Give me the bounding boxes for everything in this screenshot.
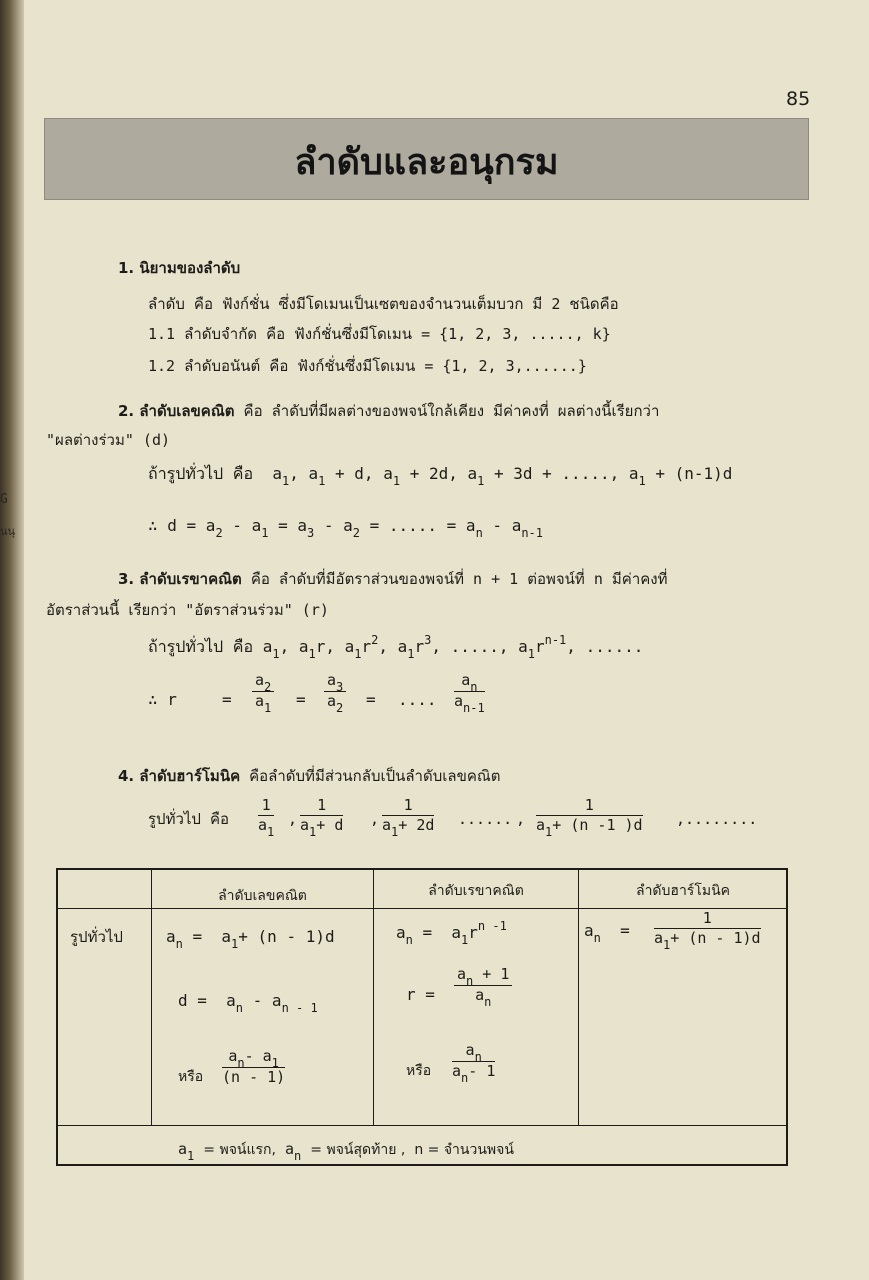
harmonic-dots: ......	[458, 810, 513, 828]
table-rule	[578, 868, 579, 1126]
table-rule	[56, 1125, 788, 1126]
ratio-an-an1: $\frac{a_n}{a_{n-1}}$	[454, 671, 485, 715]
harmonic-term-1: $\frac{1}{a_1}$	[258, 796, 275, 839]
arithmetic-definition: คือ ลำดับที่มีผลต่างของพจน์ใกล้เคียง มีค่าคงที่ ผลต่างนี้เรียกว่า	[243, 402, 660, 420]
arith-diff-fraction: $\frac{a_n- a_1}{(n - 1)}$	[222, 1047, 286, 1086]
book-spine	[0, 0, 24, 1280]
header-arithmetic: ลำดับเลขคณิต	[218, 888, 307, 904]
table-footer: $a_1$ = พจน์แรก, $a_n$ = พจน์สุดท้าย , n = จำนวนพจน์	[178, 1140, 514, 1163]
common-ratio-label: อัตราส่วนนี้ เรียกว่า "อัตราส่วนร่วม" (r)	[46, 601, 329, 619]
harmonic-term-3: $\frac{1}{a_1+ 2d}$	[382, 796, 435, 839]
margin-mark: นนุ	[0, 525, 16, 538]
arith-common-diff: $d = a_n - a_{n - 1}$	[178, 991, 318, 1015]
harmonic-term-n: $\frac{1}{a_1+ (n -1 )d}$	[536, 796, 643, 839]
harmonic-general-label: รูปทั่วไป คือ	[148, 810, 230, 828]
geo-general-term: $a_n = a_1r^{n -1}$	[396, 919, 507, 947]
ratio-a3-a2: $\frac{a_3}{a_2}$	[324, 672, 346, 711]
harmonic-definition: คือลำดับที่มีส่วนกลับเป็นลำดับเลขคณิต	[249, 767, 501, 785]
harmonic-tail: ,........	[676, 810, 758, 828]
section-4-line	[118, 767, 501, 785]
geo-or-label: หรือ	[406, 1063, 432, 1079]
ratio-a2-a1: $\frac{a_2}{a_1}$	[252, 672, 274, 711]
title-banner	[44, 118, 809, 200]
section-3-line	[118, 570, 668, 588]
section-1-heading: 1. นิยามของลำดับ	[118, 259, 241, 277]
table-rule	[373, 868, 374, 1126]
section-4-heading: 4. ลำดับฮาร์โมนิค	[118, 767, 241, 785]
page-number: 85	[786, 88, 811, 110]
row-label-general-form: รูปทั่วไป	[70, 928, 123, 946]
harmonic-term-2: $\frac{1}{a_1+ d}$	[300, 796, 344, 839]
ratio-dots: ....	[398, 690, 437, 709]
finite-sequence: 1.1 ลำดับจำกัด คือ ฟังก์ชั่นซึ่งมีโดเมน = {1, 2, 3, ....., k}	[148, 325, 611, 343]
common-difference-label: "ผลต่างร่วม" (d)	[46, 431, 171, 449]
section-3-heading: 3. ลำดับเรขาคณิต	[118, 570, 242, 588]
geometric-general-form: ถ้ารูปทั่วไป คือ $a_1$, $a_1r$, $a_1r^2$, $a_1r^3$, ....., $a_1r^{n-1}$, ......	[148, 633, 644, 661]
margin-mark: G	[0, 492, 8, 507]
section-2-heading: 2. ลำดับเลขคณิต	[118, 402, 235, 420]
harm-general-term: $a_n$ =	[584, 921, 630, 945]
page-title: ลำดับและอนุกรม	[294, 142, 559, 183]
arith-general-term: $a_n = a_1+ (n - 1)d$	[166, 927, 335, 951]
common-difference-formula: ∴ $d = a_2 - a_1 = a_3 - a_2$ = ..... = $a_n - a_{n-1}$	[148, 516, 544, 540]
infinite-sequence: 1.2 ลำดับอนันต์ คือ ฟังก์ชั่นซึ่งมีโดเมน = {1, 2, 3,......}	[148, 357, 587, 375]
harm-fraction: $\frac{1}{a_1+ (n - 1)d}$	[654, 909, 761, 952]
geo-ratio-fraction: $\frac{a_n + 1}{a_n}$	[454, 966, 512, 1005]
header-harmonic: ลำดับฮาร์โมนิค	[635, 883, 731, 899]
sequence-definition: ลำดับ คือ ฟังก์ชั่น ซึ่งมีโดเมนเป็นเซตของจำนวนเต็มบวก มี 2 ชนิดคือ	[148, 295, 619, 313]
arith-or-label: หรือ	[178, 1069, 204, 1085]
geometric-definition: คือ ลำดับที่มีอัตราส่วนของพจน์ที่ n + 1 ต่อพจน์ที่ n มีค่าคงที่	[250, 570, 668, 588]
table-rule	[56, 908, 788, 909]
arithmetic-general-form: ถ้ารูปทั่วไป คือ $a_1$, $a_1 + d$, $a_1 + 2d$, $a_1 + 3d$ + ....., $a_1 + (n-1)d$	[148, 464, 733, 488]
section-2-line	[118, 402, 659, 420]
ratio-therefore: ∴ r	[148, 690, 177, 709]
geo-alt-fraction: $\frac{a_n}{a_n- 1}$	[452, 1041, 496, 1085]
header-geometric: ลำดับเรขาคณิต	[428, 883, 524, 899]
